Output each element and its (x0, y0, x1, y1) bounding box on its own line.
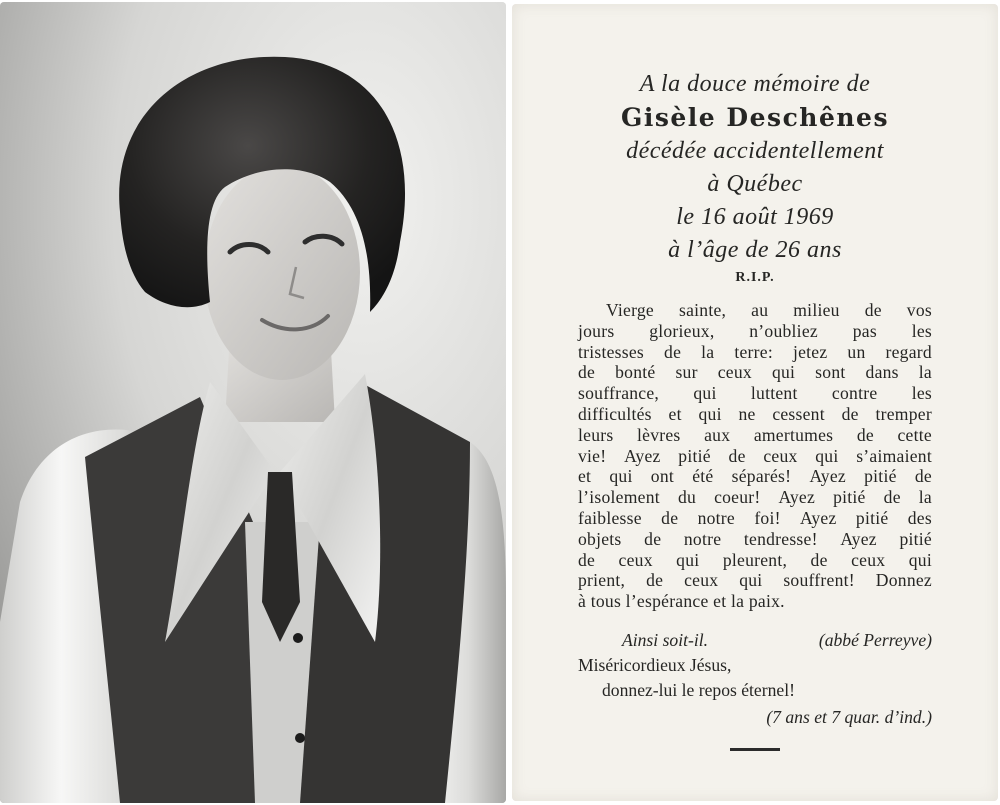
header-line-4: à Québec (707, 171, 803, 197)
memorial-card (512, 4, 998, 801)
rip-text: R.I.P. (735, 270, 775, 285)
prayer-line: leurs lèvres aux amertumes de cette (578, 424, 932, 445)
author-text: (abbé Perreyve) (818, 630, 932, 650)
prayer-line: tristesses de la terre: jetez un regard (578, 341, 932, 362)
mercy-line-2: donnez-lui le repos éternel! (602, 680, 795, 700)
prayer-line: prient, de ceux qui souffrent! Donnez (578, 570, 932, 591)
memorial-header (512, 68, 998, 289)
portrait-photo (0, 2, 506, 803)
portrait-photo-icon (0, 2, 506, 803)
divider-rule (730, 748, 780, 751)
header-line-1: A la douce mémoire de (639, 71, 871, 97)
death-date: le 16 août 1969 (676, 204, 834, 230)
header-line-3: décédée accidentellement (626, 138, 884, 164)
prayer-line: objets de notre tendresse! Ayez pitié (578, 528, 932, 549)
amen-row (578, 628, 932, 653)
prayer-text (578, 300, 932, 612)
prayer-line: faiblesse de notre foi! Ayez pitié des (578, 507, 932, 528)
prayer-line: à tous l’espérance et la paix. (578, 591, 785, 612)
amen-text: Ainsi soit-il. (622, 630, 709, 650)
indulgence-text: (7 ans et 7 quar. d’ind.) (766, 707, 932, 727)
prayer-line: difficultés et qui ne cessent de tremper (578, 403, 932, 424)
mercy-line-1: Miséricordieux Jésus, (578, 655, 732, 675)
prayer-line: et qui ont été séparés! Ayez pitié de (578, 466, 932, 487)
deceased-name: Gisèle Deschênes (620, 103, 890, 132)
prayer-line: l’isolement du coeur! Ayez pitié de la (578, 487, 932, 508)
age-at-death: à l’âge de 26 ans (668, 237, 842, 263)
prayer-line: souffrance, qui luttent contre les (578, 383, 932, 404)
prayer-line: de ceux qui pleurent, de ceux qui (578, 549, 932, 570)
prayer-line: jours glorieux, n’oubliez pas les (578, 320, 932, 341)
prayer-line: de bonté sur ceux qui sont dans la (578, 362, 932, 383)
prayer-line: vie! Ayez pitié de ceux qui s’aimaient (578, 445, 932, 466)
prayer-closing (578, 628, 932, 730)
prayer-line: Vierge sainte, au milieu de vos (606, 300, 932, 320)
